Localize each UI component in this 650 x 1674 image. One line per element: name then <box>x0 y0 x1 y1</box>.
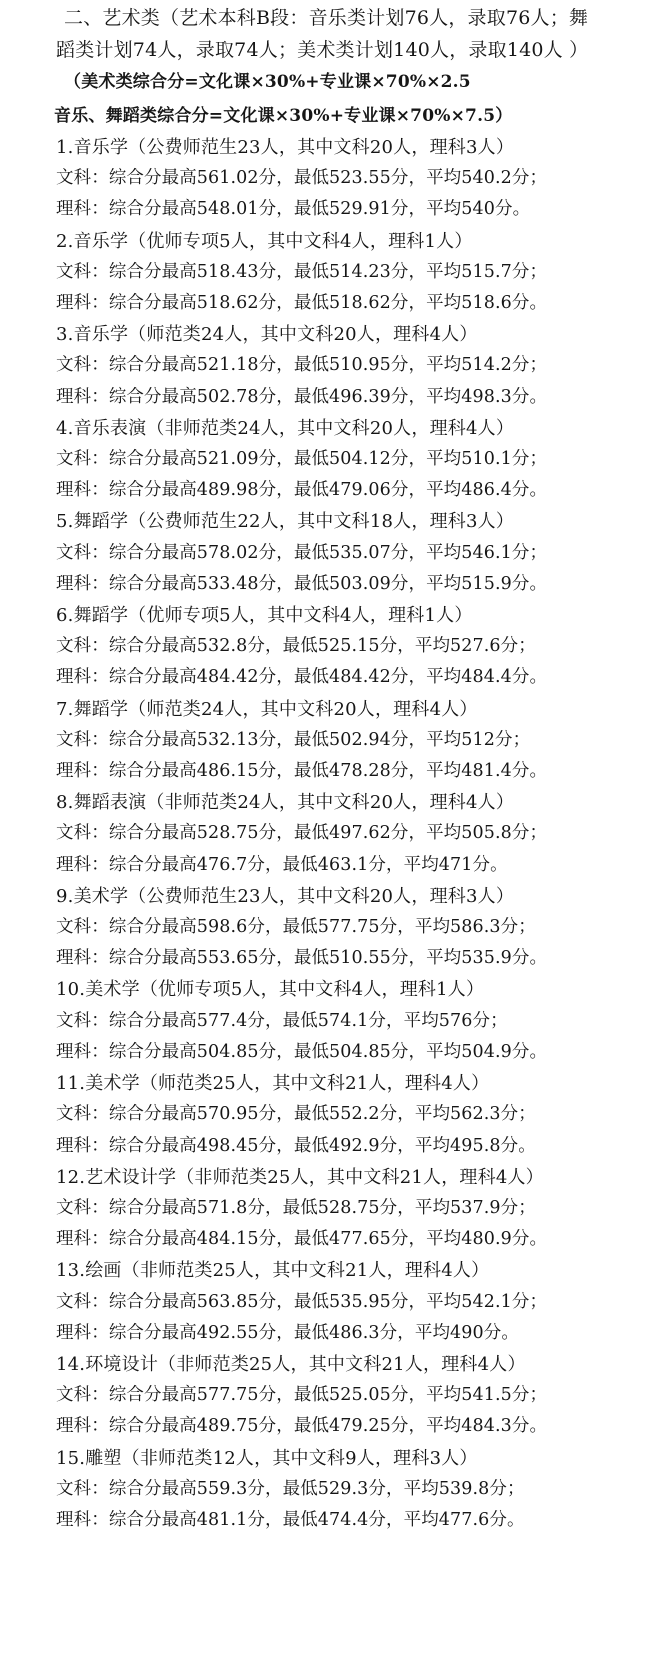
entry-like-row <box>20 1131 638 1162</box>
row-label: 理科： <box>56 854 109 875</box>
row-label: 文科： <box>56 1010 109 1031</box>
row-value: 综合分最高484.15分，最低477.65分，平均480.9分。 <box>108 1229 548 1250</box>
list-item <box>20 1349 638 1443</box>
row-value: 综合分最高481.1分，最低474.4分，平均477.6分。 <box>108 1509 525 1530</box>
row-value: 综合分最高486.15分，最低478.28分，平均481.4分。 <box>108 761 548 782</box>
list-item <box>20 132 638 226</box>
section-heading <box>20 2 638 66</box>
row-label: 理科： <box>56 386 109 407</box>
row-value: 综合分最高498.45分，最低492.9分，平均495.8分。 <box>108 1135 536 1156</box>
row-label: 文科： <box>56 542 109 563</box>
entry-title: 7.舞蹈学（师范类24人，其中文科20人，理科4人） <box>56 698 478 720</box>
entry-like-row <box>20 850 638 881</box>
entries-list <box>20 132 638 1536</box>
row-value: 综合分最高489.75分，最低479.25分，平均484.3分。 <box>108 1416 548 1437</box>
row-label: 理科： <box>56 1416 109 1437</box>
row-value: 综合分最高578.02分，最低535.07分，平均546.1分； <box>108 542 548 563</box>
row-label: 文科： <box>56 355 109 376</box>
entry-like-row <box>20 1318 638 1349</box>
row-label: 文科： <box>56 1385 109 1406</box>
row-label: 文科： <box>56 1291 109 1312</box>
row-value: 综合分最高533.48分，最低503.09分，平均515.9分。 <box>108 573 548 594</box>
row-label: 文科： <box>56 823 109 844</box>
entry-like-row <box>20 569 638 600</box>
list-item <box>20 1443 638 1537</box>
row-value: 综合分最高504.85分，最低504.85分，平均504.9分。 <box>108 1041 548 1062</box>
row-label: 文科： <box>56 917 109 938</box>
entry-like-row <box>20 194 638 225</box>
list-item <box>20 881 638 975</box>
row-label: 文科： <box>56 168 109 189</box>
entry-title: 14.环境设计（非师范类25人，其中文科21人，理科4人） <box>56 1353 526 1375</box>
row-label: 理科： <box>56 1509 109 1530</box>
entry-wenke-row <box>20 1287 638 1318</box>
entry-wenke-row <box>20 1193 638 1224</box>
row-label: 文科： <box>56 636 109 657</box>
entry-title: 12.艺术设计学（非师范类25人，其中文科21人，理科4人） <box>56 1166 544 1188</box>
list-item <box>20 694 638 788</box>
entry-wenke-row <box>20 725 638 756</box>
entry-title: 5.舞蹈学（公费师范生22人，其中文科18人，理科3人） <box>56 511 515 533</box>
row-label: 文科： <box>56 1478 109 1499</box>
list-item <box>20 1255 638 1349</box>
entry-like-row <box>20 756 638 787</box>
entry-wenke-row <box>20 163 638 194</box>
entry-wenke-row <box>20 631 638 662</box>
row-value: 综合分最高518.62分，最低518.62分，平均518.6分。 <box>108 293 548 314</box>
row-label: 理科： <box>56 199 109 220</box>
row-label: 理科： <box>56 667 109 688</box>
row-value: 综合分最高484.42分，最低484.42分，平均484.4分。 <box>108 667 548 688</box>
entry-title: 8.舞蹈表演（非师范类24人，其中文科20人，理科4人） <box>56 792 515 814</box>
row-label: 理科： <box>56 1322 109 1343</box>
entry-like-row <box>20 1411 638 1442</box>
list-item <box>20 1162 638 1256</box>
row-value: 综合分最高563.85分，最低535.95分，平均542.1分； <box>108 1291 548 1312</box>
row-label: 理科： <box>56 761 109 782</box>
row-value: 综合分最高521.09分，最低504.12分，平均510.1分； <box>108 449 548 470</box>
entry-like-row <box>20 1037 638 1068</box>
entry-wenke-row <box>20 1099 638 1130</box>
entry-title: 13.绘画（非师范类25人，其中文科21人，理科4人） <box>56 1260 490 1282</box>
row-value: 综合分最高521.18分，最低510.95分，平均514.2分； <box>108 355 548 376</box>
row-value: 综合分最高528.75分，最低497.62分，平均505.8分； <box>108 823 548 844</box>
entry-wenke-row <box>20 538 638 569</box>
row-label: 理科： <box>56 1229 109 1250</box>
row-value: 综合分最高532.8分，最低525.15分，平均527.6分； <box>108 636 536 657</box>
formula-art: （美术类综合分=文化课×30%+专业课×70%×2.5 <box>64 72 471 92</box>
entry-wenke-row <box>20 1006 638 1037</box>
row-value: 综合分最高502.78分，最低496.39分，平均498.3分。 <box>108 386 548 407</box>
entry-wenke-row <box>20 444 638 475</box>
entry-wenke-row <box>20 1474 638 1505</box>
entry-like-row <box>20 475 638 506</box>
entry-like-row <box>20 943 638 974</box>
entry-title: 1.音乐学（公费师范生23人，其中文科20人，理科3人） <box>56 137 515 158</box>
entry-like-row <box>20 382 638 413</box>
entry-title: 15.雕塑（非师范类12人，其中文科9人，理科3人） <box>56 1447 478 1469</box>
section-heading-line-2: 蹈类计划74人，录取74人；美术类计划140人，录取140人 ） <box>56 39 589 61</box>
entry-like-row <box>20 1505 638 1536</box>
row-label: 文科： <box>56 1197 109 1218</box>
entry-like-row <box>20 288 638 319</box>
row-label: 理科： <box>56 293 109 314</box>
row-label: 理科： <box>56 480 109 501</box>
entry-title: 11.美术学（师范类25人，其中文科21人，理科4人） <box>56 1073 490 1095</box>
row-value: 综合分最高571.8分，最低528.75分，平均537.9分； <box>108 1197 536 1218</box>
row-value: 综合分最高577.75分，最低525.05分，平均541.5分； <box>108 1385 548 1406</box>
list-item <box>20 319 638 413</box>
entry-like-row <box>20 1224 638 1255</box>
list-item <box>20 413 638 507</box>
list-item <box>20 974 638 1068</box>
row-value: 综合分最高476.7分，最低463.1分，平均471分。 <box>108 854 508 875</box>
row-value: 综合分最高532.13分，最低502.94分，平均512分； <box>108 729 531 750</box>
row-label: 理科： <box>56 1041 109 1062</box>
entry-wenke-row <box>20 1380 638 1411</box>
formula-music-dance: 音乐、舞蹈类综合分=文化课×30%+专业课×70%×7.5） <box>54 106 513 126</box>
row-label: 文科： <box>56 1104 109 1125</box>
entry-title: 10.美术学（优师专项5人，其中文科4人，理科1人） <box>56 979 485 1001</box>
entry-wenke-row <box>20 257 638 288</box>
entry-wenke-row <box>20 912 638 943</box>
row-value: 综合分最高518.43分，最低514.23分，平均515.7分； <box>108 261 548 282</box>
list-item <box>20 600 638 694</box>
entry-wenke-row <box>20 350 638 381</box>
row-label: 文科： <box>56 449 109 470</box>
row-label: 理科： <box>56 948 109 969</box>
row-value: 综合分最高492.55分，最低486.3分，平均490分。 <box>108 1322 519 1343</box>
row-value: 综合分最高561.02分，最低523.55分，平均540.2分； <box>108 168 548 189</box>
entry-title: 3.音乐学（师范类24人，其中文科20人，理科4人） <box>56 324 478 346</box>
row-label: 文科： <box>56 261 109 282</box>
section-heading-line-1: 二、艺术类（艺术本科B段：音乐类计划76人，录取76人；舞 <box>64 7 589 29</box>
entry-wenke-row <box>20 818 638 849</box>
row-value: 综合分最高489.98分，最低479.06分，平均486.4分。 <box>108 480 548 501</box>
row-value: 综合分最高553.65分，最低510.55分，平均535.9分。 <box>108 948 548 969</box>
list-item <box>20 506 638 600</box>
list-item <box>20 787 638 881</box>
entry-like-row <box>20 662 638 693</box>
row-value: 综合分最高598.6分，最低577.75分，平均586.3分； <box>108 917 536 938</box>
row-label: 理科： <box>56 1135 109 1156</box>
entry-title: 9.美术学（公费师范生23人，其中文科20人，理科3人） <box>56 885 515 907</box>
row-value: 综合分最高570.95分，最低552.2分，平均562.3分； <box>108 1104 536 1125</box>
row-value: 综合分最高577.4分，最低574.1分，平均576分； <box>108 1010 508 1031</box>
list-item <box>20 226 638 320</box>
entry-title: 4.音乐表演（非师范类24人，其中文科20人，理科4人） <box>56 417 515 439</box>
entry-title: 2.音乐学（优师专项5人，其中文科4人，理科1人） <box>56 230 473 252</box>
row-label: 理科： <box>56 573 109 594</box>
row-label: 文科： <box>56 729 109 750</box>
list-item <box>20 1068 638 1162</box>
row-value: 综合分最高559.3分，最低529.3分，平均539.8分； <box>108 1478 525 1499</box>
row-value: 综合分最高548.01分，最低529.91分，平均540分。 <box>108 199 531 220</box>
entry-title: 6.舞蹈学（优师专项5人，其中文科4人，理科1人） <box>56 605 473 627</box>
